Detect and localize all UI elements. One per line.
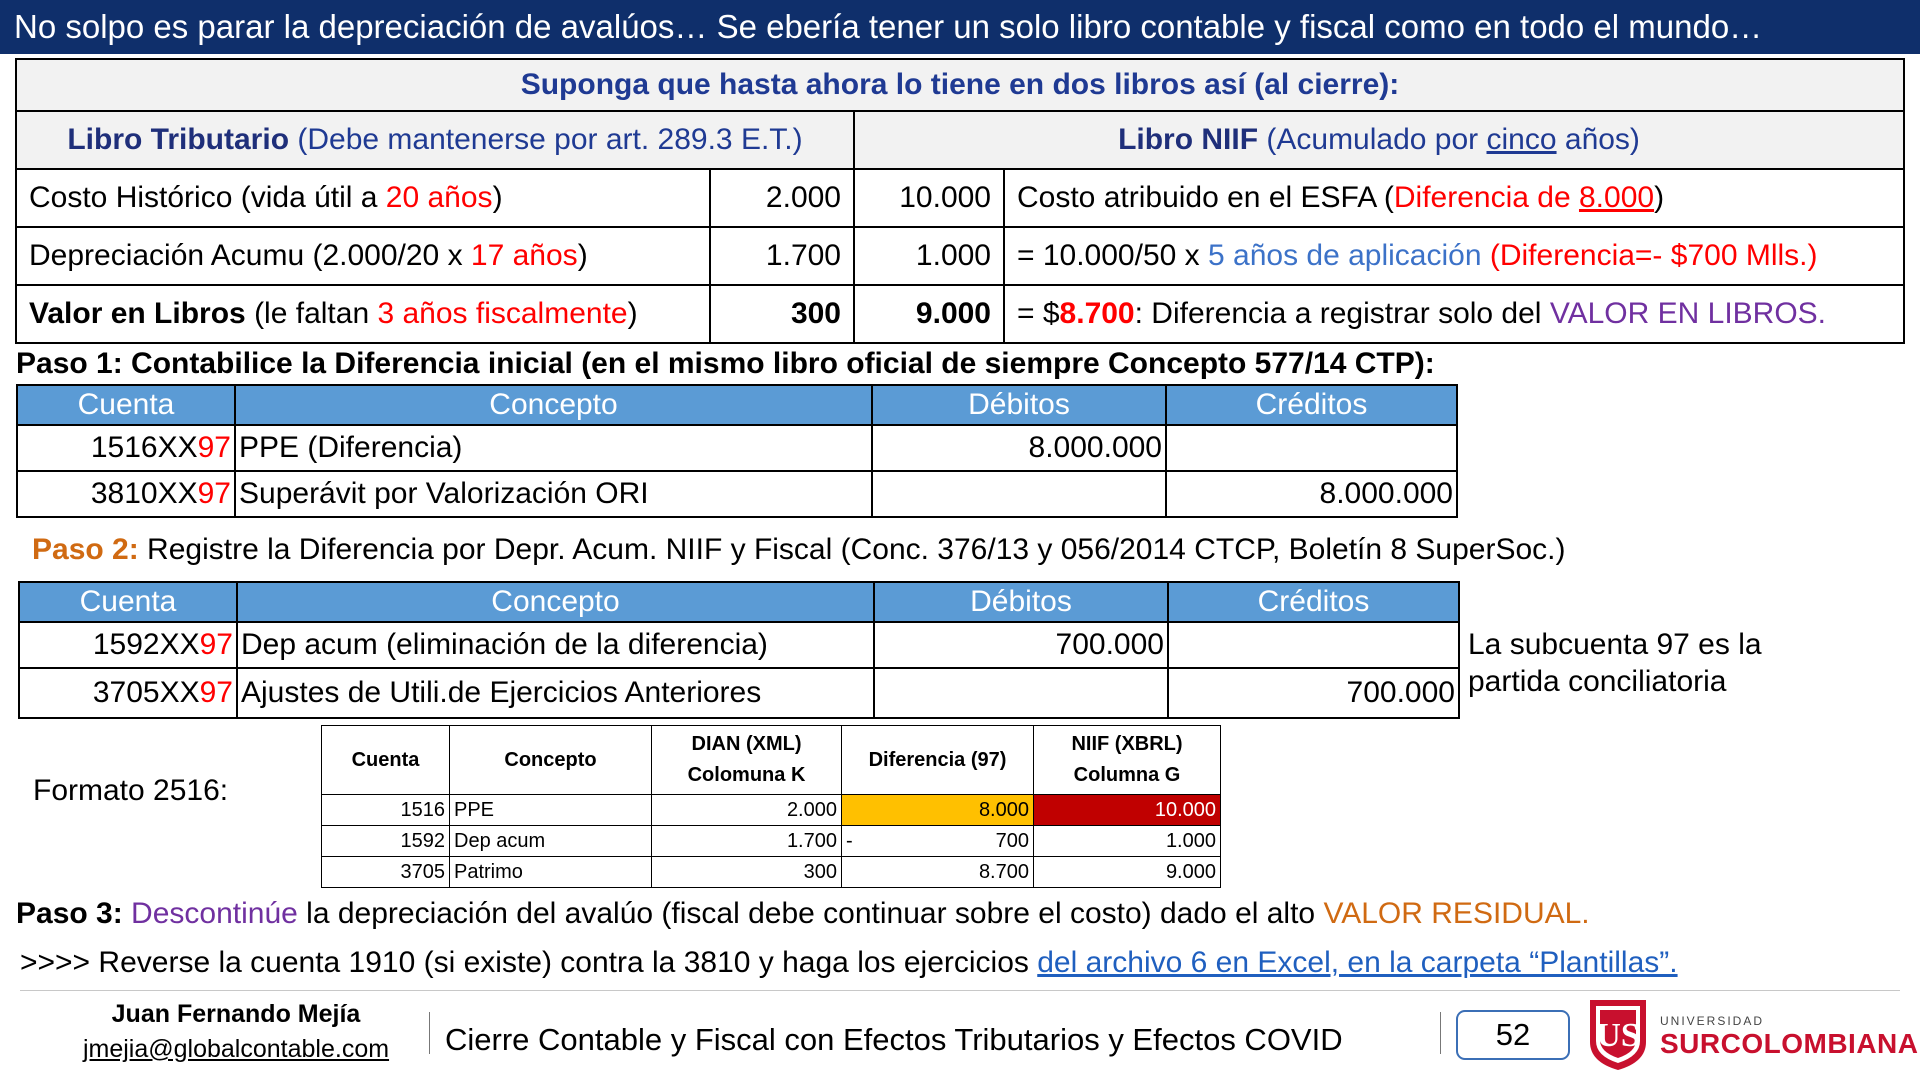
account-cell (19, 668, 237, 718)
niif-book-note-five: cinco (1486, 123, 1557, 156)
cuenta-cell: 3705 (322, 857, 450, 888)
cuenta-cell: 1516 (322, 795, 450, 826)
col-debitos: Débitos (872, 385, 1166, 425)
label-highlight: 20 años (385, 181, 493, 214)
step3-residual: VALOR RESIDUAL. (1323, 897, 1590, 930)
col-cuenta: Cuenta (322, 726, 450, 795)
row-label (16, 169, 710, 227)
books-row-book-value (16, 285, 1904, 343)
concepto-cell: PPE (450, 795, 652, 826)
account-code: 3705XX (92, 676, 200, 709)
desc-text: = $ (1017, 297, 1060, 330)
step2-text: Registre la Diferencia por Depr. Acum. NIIF y Fiscal (Conc. 376/13 y 056/2014 CTCP, Boletín 8 SuperSoc.) (138, 533, 1566, 566)
tax-book-header (16, 111, 854, 169)
desc-blue: 5 años de aplicación (1208, 239, 1482, 272)
university-small: UNIVERSIDAD (1660, 1014, 1765, 1028)
subaccount: 97 (199, 628, 233, 661)
diferencia-cell (842, 826, 1034, 857)
account-code: 3810XX (90, 477, 198, 510)
account-cell (17, 471, 235, 517)
niif-book-header (854, 111, 1904, 169)
row-description (1004, 285, 1904, 343)
author-name: Juan Fernando Mejía (111, 1000, 361, 1028)
table-row (17, 425, 1457, 471)
templates-link[interactable]: del archivo 6 en Excel, en la carpeta “Plantillas”. (1037, 946, 1678, 979)
col-niif (1034, 726, 1221, 795)
subaccount: 97 (199, 676, 233, 709)
university-name (1660, 1014, 1919, 1060)
label-text: (le faltan (245, 297, 378, 330)
table-row (322, 795, 1221, 826)
credit-cell (1166, 425, 1457, 471)
format-header (322, 726, 1221, 795)
label-bold: Valor en Libros (29, 297, 246, 330)
slide-title: No solpo es parar la depreciación de avalúos… Se ebería tener un solo libro contable y fiscal como en todo el mundo… (0, 0, 1920, 54)
table-row (17, 471, 1457, 517)
niif-value: 1.000 (854, 227, 1004, 285)
account-code: 1592XX (92, 628, 200, 661)
conciliation-note (1468, 626, 1762, 700)
diferencia-value: 8.700 (978, 860, 1029, 883)
credit-cell: 700.000 (1168, 668, 1459, 718)
desc-red: Diferencia de (1393, 181, 1579, 214)
diferencia-value: 700 (995, 829, 1029, 852)
col-debitos: Débitos (874, 582, 1168, 622)
desc-text-end: ) (1654, 181, 1665, 214)
table-row (19, 622, 1459, 668)
niif-value: 9.000 (854, 285, 1004, 343)
credit-cell: 8.000.000 (1166, 471, 1457, 517)
desc-red-underline: 8.000 (1578, 181, 1655, 214)
journal-header (19, 582, 1459, 622)
step3-label: Paso 3: (16, 897, 123, 930)
author-email[interactable]: jmejia@globalcontable.com (82, 1035, 390, 1063)
table-row (322, 857, 1221, 888)
university-big: SURCOLOMBIANA (1660, 1028, 1919, 1059)
label-text-end: ) (492, 181, 503, 214)
col-cuenta: Cuenta (17, 385, 235, 425)
author-block (60, 1000, 412, 1064)
books-header-row (16, 111, 1904, 169)
niif-cell: 10.000 (1034, 795, 1221, 826)
diferencia-cell (842, 857, 1034, 888)
concept-cell: Superávit por Valorización ORI (235, 471, 872, 517)
label-text-end: ) (577, 239, 588, 272)
subaccount: 97 (197, 431, 231, 464)
col-creditos: Créditos (1168, 582, 1459, 622)
dian-cell: 300 (652, 857, 842, 888)
format-2516-table (321, 725, 1221, 888)
label-text-end: ) (627, 297, 638, 330)
books-comparison-table (15, 58, 1905, 344)
step3-body: la depreciación del avalúo (fiscal debe continuar sobre el costo) dado el alto (297, 897, 1324, 930)
footer-divider (20, 990, 1900, 991)
account-code: 1516XX (90, 431, 198, 464)
step2-journal-table (18, 581, 1460, 719)
row-description (1004, 169, 1904, 227)
niif-cell: 9.000 (1034, 857, 1221, 888)
dian-subtitle: Colomuna K (687, 764, 806, 786)
step3-text (16, 897, 1590, 931)
journal-header (17, 385, 1457, 425)
fiscal-value: 2.000 (710, 169, 854, 227)
niif-cell: 1.000 (1034, 826, 1221, 857)
diferencia-cell (842, 795, 1034, 826)
table-row (322, 826, 1221, 857)
concept-cell: Dep acum (eliminación de la diferencia) (237, 622, 874, 668)
debit-cell (874, 668, 1168, 718)
desc-text-mid: : Diferencia a registrar solo del (1134, 297, 1550, 330)
tax-book-title: Libro Tributario (67, 123, 290, 156)
col-diferencia: Diferencia (97) (842, 726, 1034, 795)
note-line: partida conciliatoria (1468, 665, 1727, 698)
books-heading-row (16, 59, 1904, 111)
label-text: Costo Histórico (vida útil a (29, 181, 386, 214)
label-text: Depreciación Acumu (2.000/20 x (29, 239, 471, 272)
table-row (19, 668, 1459, 718)
cuenta-cell: 1592 (322, 826, 450, 857)
label-highlight: 17 años (470, 239, 578, 272)
desc-purple: VALOR EN LIBROS. (1549, 297, 1827, 330)
step3-highlight: Descontinúe (122, 897, 298, 930)
logo-letters: US (1596, 1017, 1640, 1054)
niif-book-title: Libro NIIF (1118, 123, 1259, 156)
university-shield-icon (1586, 996, 1650, 1072)
debit-cell: 8.000.000 (872, 425, 1166, 471)
row-label (16, 285, 710, 343)
books-heading: Suponga que hasta ahora lo tiene en dos libros así (al cierre): (16, 59, 1904, 111)
debit-cell: 700.000 (874, 622, 1168, 668)
page-number: 52 (1456, 1010, 1570, 1060)
format-label: Formato 2516: (33, 774, 229, 807)
books-row-depreciation (16, 227, 1904, 285)
step1-journal-table (16, 384, 1458, 518)
desc-red: (Diferencia=- $700 Mlls.) (1481, 239, 1818, 272)
account-cell (17, 425, 235, 471)
tax-book-note: (Debe mantenerse por art. 289.3 E.T.) (289, 123, 803, 156)
col-concepto: Concepto (450, 726, 652, 795)
step2-label: Paso 2: (32, 533, 139, 566)
concept-cell: Ajustes de Utili.de Ejercicios Anteriores (237, 668, 874, 718)
concepto-cell: Dep acum (450, 826, 652, 857)
dian-cell: 1.700 (652, 826, 842, 857)
col-cuenta: Cuenta (19, 582, 237, 622)
note-line: La subcuenta 97 es la (1468, 628, 1762, 661)
desc-text: = 10.000/50 x (1017, 239, 1208, 272)
books-row-cost (16, 169, 1904, 227)
fiscal-value: 1.700 (710, 227, 854, 285)
label-highlight: 3 años fiscalmente (377, 297, 628, 330)
footer-separator (1440, 1012, 1441, 1054)
niif-value: 10.000 (854, 169, 1004, 227)
fiscal-value: 300 (710, 285, 854, 343)
niif-title: NIIF (XBRL) (1071, 733, 1183, 755)
credit-cell (1168, 622, 1459, 668)
step2-title (32, 533, 1566, 567)
row-label (16, 227, 710, 285)
concepto-cell: Patrimo (450, 857, 652, 888)
niif-subtitle: Columna G (1073, 764, 1181, 786)
dian-cell: 2.000 (652, 795, 842, 826)
course-title: Cierre Contable y Fiscal con Efectos Tributarios y Efectos COVID (445, 1022, 1343, 1057)
debit-cell (872, 471, 1166, 517)
niif-book-note-pre: (Acumulado por (1258, 123, 1487, 156)
reverse-instruction (20, 946, 1678, 980)
reverse-text: >>>> Reverse la cuenta 1910 (si existe) contra la 3810 y haga los ejercicios (20, 946, 1038, 979)
footer-separator (429, 1012, 430, 1054)
col-dian (652, 726, 842, 795)
desc-red: 8.700 (1059, 297, 1135, 330)
concept-cell: PPE (Diferencia) (235, 425, 872, 471)
step1-title: Paso 1: Contabilice la Diferencia inicial (en el mismo libro oficial de siempre Concepto 577/14 CTP): (16, 347, 1435, 380)
dian-title: DIAN (XML) (691, 733, 802, 755)
row-description (1004, 227, 1904, 285)
col-concepto: Concepto (235, 385, 872, 425)
diferencia-value: 8.000 (978, 798, 1029, 821)
col-concepto: Concepto (237, 582, 874, 622)
account-cell (19, 622, 237, 668)
subaccount: 97 (197, 477, 231, 510)
niif-book-note-post: años) (1556, 123, 1640, 156)
sign: - (846, 829, 853, 852)
col-creditos: Créditos (1166, 385, 1457, 425)
desc-text: Costo atribuido en el ESFA ( (1017, 181, 1394, 214)
